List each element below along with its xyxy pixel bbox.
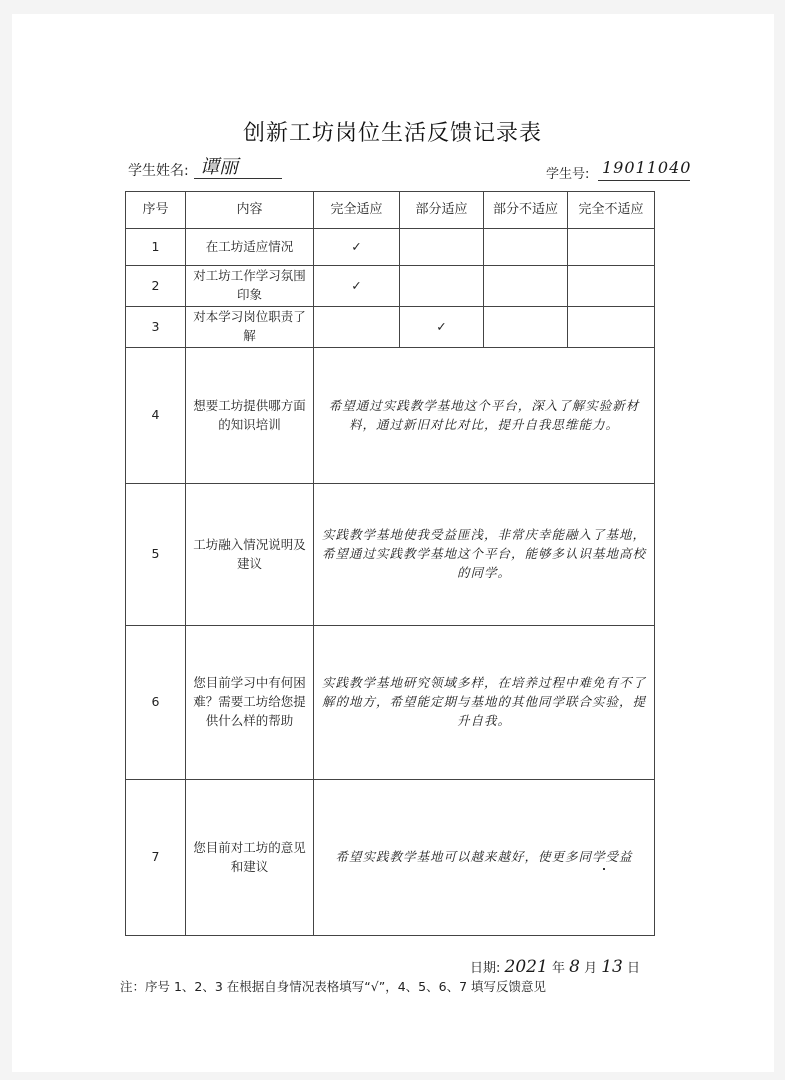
check-cell-partly-not bbox=[484, 307, 568, 348]
row-number: 5 bbox=[126, 484, 186, 626]
header-partly-adapted: 部分适应 bbox=[400, 192, 484, 229]
date-month: 8 bbox=[569, 957, 580, 977]
date-label: 日期: bbox=[470, 961, 501, 976]
student-name-label: 学生姓名: bbox=[128, 163, 189, 179]
student-name-value: 谭丽 bbox=[200, 156, 239, 178]
date-month-unit: 月 bbox=[584, 961, 598, 976]
date-line bbox=[470, 957, 640, 977]
check-cell-not bbox=[568, 229, 655, 266]
row-number: 7 bbox=[126, 780, 186, 936]
header-not-adapted: 完全不适应 bbox=[568, 192, 655, 229]
check-cell-partly bbox=[400, 229, 484, 266]
row-content: 对本学习岗位职责了解 bbox=[186, 307, 314, 348]
table-row bbox=[126, 484, 655, 626]
ink-dot bbox=[603, 868, 605, 870]
check-cell-not bbox=[568, 266, 655, 307]
table-row bbox=[126, 348, 655, 484]
row-number: 3 bbox=[126, 307, 186, 348]
table-row bbox=[126, 266, 655, 307]
student-id-value: 19011040 bbox=[602, 158, 692, 177]
check-cell-partly bbox=[400, 266, 484, 307]
date-day-unit: 日 bbox=[627, 961, 641, 976]
table-row bbox=[126, 229, 655, 266]
check-cell-partly-not bbox=[484, 229, 568, 266]
row-number: 4 bbox=[126, 348, 186, 484]
feedback-answer: 希望实践教学基地可以越来越好，使更多同学受益 bbox=[314, 780, 655, 936]
date-year: 2021 bbox=[504, 957, 548, 977]
student-id-label: 学生号: bbox=[546, 167, 590, 182]
table-row bbox=[126, 626, 655, 780]
student-id-underline bbox=[598, 180, 690, 181]
table-row bbox=[126, 780, 655, 936]
feedback-answer: 希望通过实践教学基地这个平台，深入了解实验新材料，通过新旧对比对比，提升自我思维能力。 bbox=[314, 348, 655, 484]
header-fully-adapted: 完全适应 bbox=[314, 192, 400, 229]
table-header-row bbox=[126, 192, 655, 229]
row-content: 想要工坊提供哪方面的知识培训 bbox=[186, 348, 314, 484]
feedback-answer: 实践教学基地研究领域多样，在培养过程中难免有不了解的地方，希望能定期与基地的其他同学联合实验，提升自我。 bbox=[314, 626, 655, 780]
header-number: 序号 bbox=[126, 192, 186, 229]
check-mark-fully: ✓ bbox=[314, 229, 400, 266]
check-cell-fully bbox=[314, 307, 400, 348]
feedback-table bbox=[125, 191, 655, 936]
check-mark-partly: ✓ bbox=[400, 307, 484, 348]
row-number: 2 bbox=[126, 266, 186, 307]
row-content: 工坊融入情况说明及建议 bbox=[186, 484, 314, 626]
form-title: 创新工坊岗位生活反馈记录表 bbox=[242, 121, 542, 146]
row-content: 您目前对工坊的意见和建议 bbox=[186, 780, 314, 936]
row-content: 对工坊工作学习氛围印象 bbox=[186, 266, 314, 307]
date-year-unit: 年 bbox=[551, 961, 565, 976]
row-content: 在工坊适应情况 bbox=[186, 229, 314, 266]
date-day: 13 bbox=[601, 957, 623, 977]
table-row bbox=[126, 307, 655, 348]
header-content: 内容 bbox=[186, 192, 314, 229]
row-content: 您目前学习中有何困难？需要工坊给您提供什么样的帮助 bbox=[186, 626, 314, 780]
header-partly-not-adapted: 部分不适应 bbox=[484, 192, 568, 229]
check-cell-partly-not bbox=[484, 266, 568, 307]
check-cell-not bbox=[568, 307, 655, 348]
footnote: 注：序号 1、2、3 在根据自身情况表格填写“√”，4、5、6、7 填写反馈意见 bbox=[120, 979, 547, 994]
feedback-answer: 实践教学基地使我受益匪浅，非常庆幸能融入了基地，希望通过实践教学基地这个平台，能够多认识基地高校的同学。 bbox=[314, 484, 655, 626]
row-number: 6 bbox=[126, 626, 186, 780]
row-number: 1 bbox=[126, 229, 186, 266]
check-mark-fully: ✓ bbox=[314, 266, 400, 307]
